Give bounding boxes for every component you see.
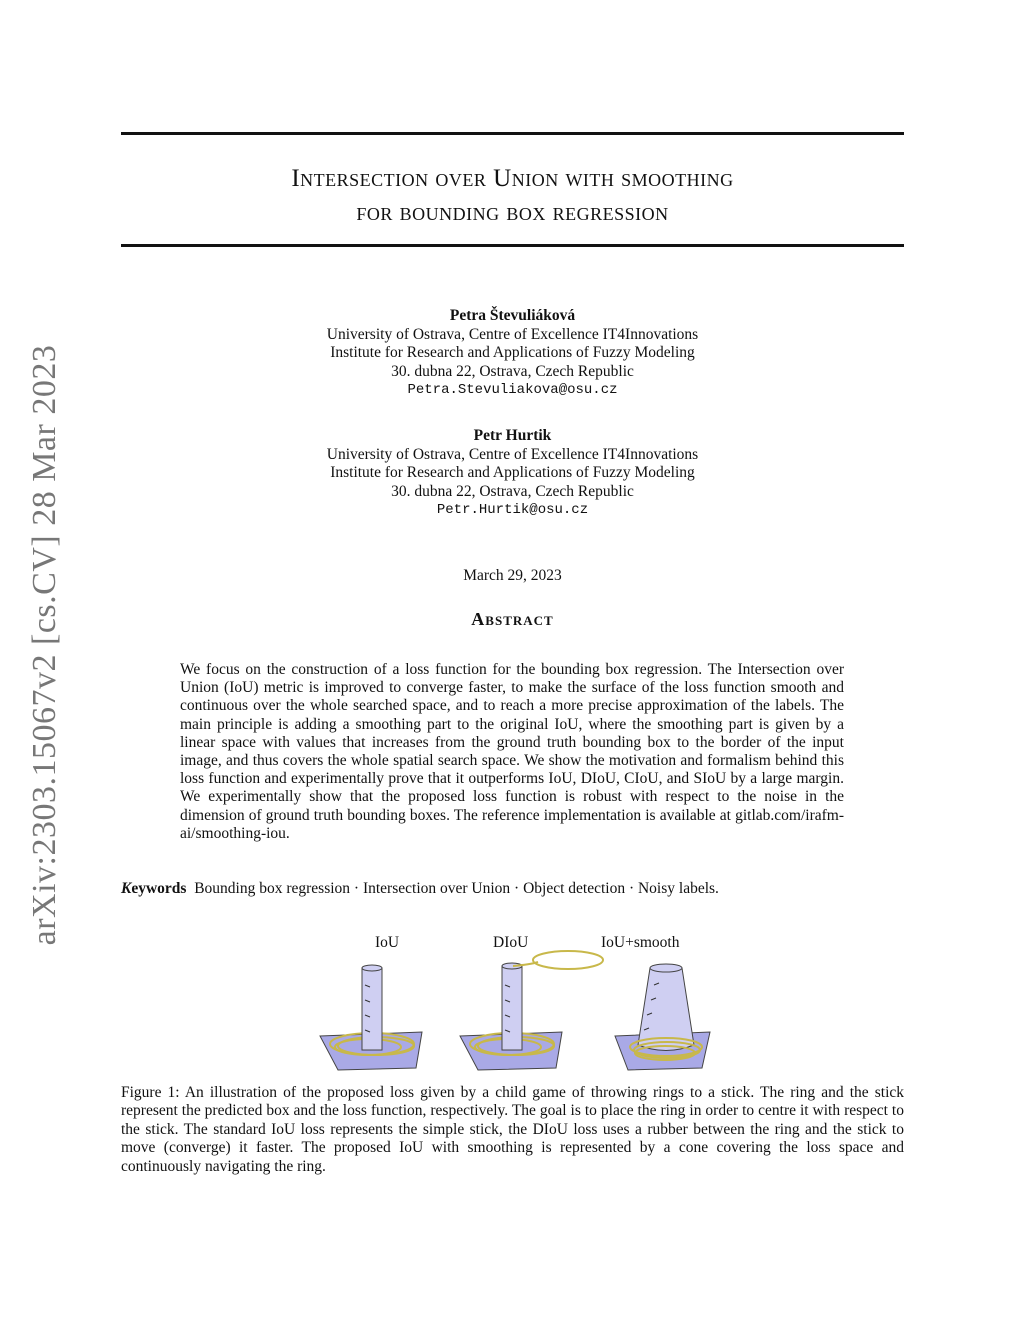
figure-label-iou: IoU — [375, 934, 400, 951]
author-email[interactable]: Petra.Stevuliakova@osu.cz — [407, 382, 618, 398]
author-affiliation: University of Ostrava, Centre of Excellence IT4Innovations — [326, 445, 699, 463]
smooth-cone-top — [650, 964, 682, 972]
author-address: 30. dubna 22, Ostrava, Czech Republic — [391, 362, 634, 380]
author-block-2 — [121, 427, 904, 520]
figure-label-iou-smooth: IoU+smooth — [601, 934, 680, 951]
author-block-1 — [121, 307, 904, 400]
diou-illustration — [460, 951, 603, 1070]
iou-illustration — [320, 965, 422, 1070]
title-rule-top — [121, 132, 904, 135]
title-rule-bottom — [121, 244, 904, 247]
author-affiliation: University of Ostrava, Centre of Excellence IT4Innovations — [326, 325, 699, 343]
ring-toss-illustration — [310, 950, 730, 1075]
author-affiliation: Institute for Research and Applications of Fuzzy Modeling — [330, 464, 695, 481]
paper-date: March 29, 2023 — [463, 567, 562, 584]
keywords-label — [121, 880, 186, 897]
figure-caption: Figure 1: An illustration of the proposed loss given by a child game of throwing rings to a stick. The ring and the stick represent the predicted box and the loss function, respectively. The goal is to place the ring in order to centre it with respect to the stick. The standard IoU loss represents the simple stick, the DIoU loss uses a rubber between the ring and the stick to move (converge) it faster. The proposed IoU with smoothing is represented by a cone covering the loss space and continuously navigating the ring. — [121, 1084, 904, 1175]
iou-smooth-illustration — [615, 964, 710, 1070]
title-line-1: Intersection over Union with smoothing — [291, 165, 734, 192]
author-address: 30. dubna 22, Ostrava, Czech Republic — [391, 482, 634, 500]
keywords-label-rest: eywords — [131, 880, 187, 897]
iou-stick — [362, 968, 382, 1050]
diou-stick — [502, 966, 522, 1050]
title-line-2: for bounding box regression — [356, 199, 669, 226]
arxiv-sidebar-id: arXiv:2303.15067v2 [cs.CV] 28 Mar 2023 — [26, 344, 63, 946]
author-affiliation: Institute for Research and Applications of Fuzzy Modeling — [330, 344, 695, 361]
diou-flying-ring — [533, 951, 603, 969]
paper-title — [121, 162, 904, 230]
author-email[interactable]: Petr.Hurtik@osu.cz — [436, 502, 589, 518]
abstract-heading: Abstract — [471, 609, 554, 629]
author-name: Petra Števuliáková — [449, 307, 576, 324]
keywords-line — [121, 880, 904, 898]
keywords-label-initial: K — [121, 880, 132, 897]
author-name: Petr Hurtik — [473, 427, 552, 444]
keywords-text: Bounding box regression · Intersection over Union · Object detection · Noisy labels. — [194, 880, 719, 897]
iou-stick-top — [362, 965, 382, 971]
figure-label-diou: DIoU — [493, 934, 529, 951]
abstract-text: We focus on the construction of a loss function for the bounding box regression. The Intersection over Union (IoU) metric is improved to converge faster, to make the surface of the loss function smooth and continuous over the whole searched space, and to reach a more precise approximation of the labels. The main principle is adding a smoothing part to the original IoU, where the smoothing part is given by a linear space with values that increases from the ground truth bounding box to the border of the input image, and thus covers the whole spatial search space. We show the motivation and formalism behind this loss function and experimentally prove that it outperforms IoU, DIoU, CIoU, and SIoU by a large margin. We experimentally show that the proposed loss function is robust with respect to the noise in the dimension of ground truth bounding boxes. The reference implementation is available at gitlab.com/irafm-ai/smoothing-iou. — [180, 661, 844, 842]
